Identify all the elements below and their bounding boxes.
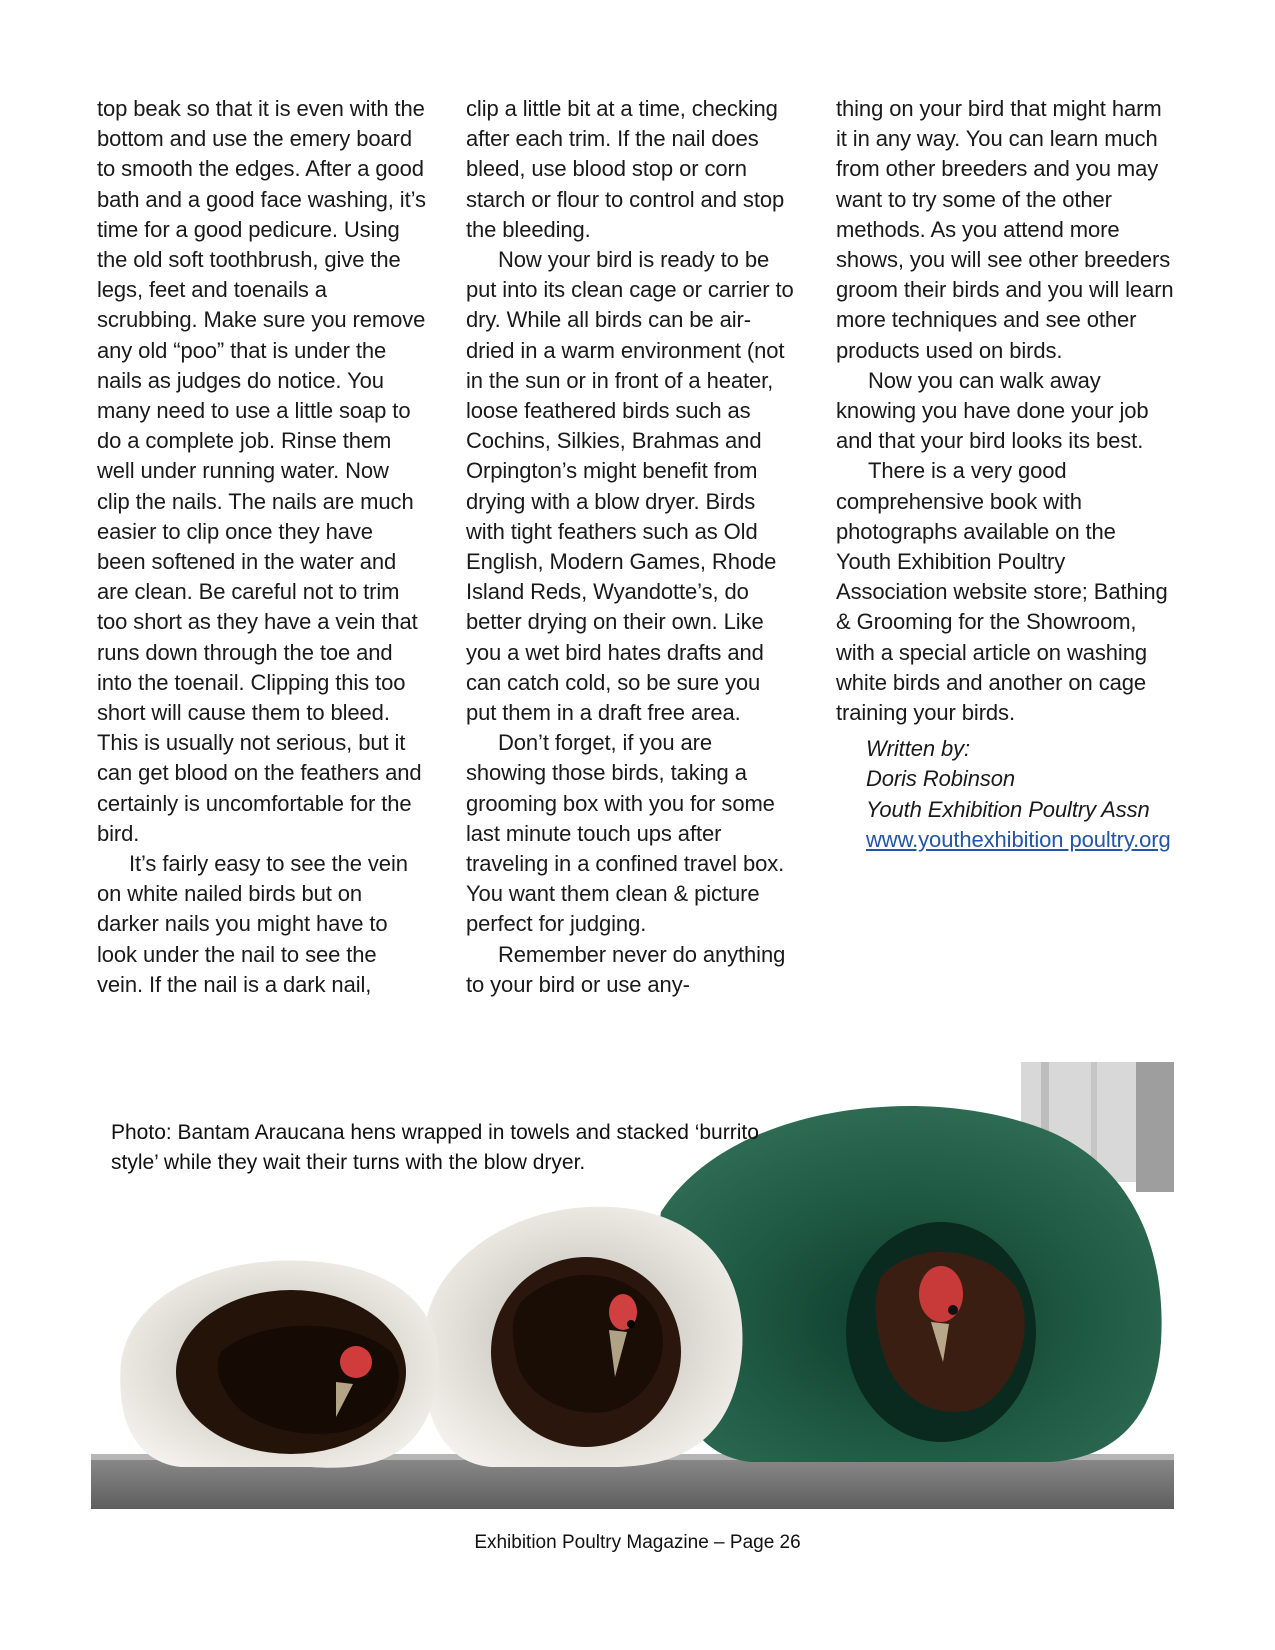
byline-written-by: Written by: [866,736,971,762]
paragraph: clip a little bit at a time, checking after each trim. If the nail does bleed, use blood stop or corn starch or flour to control and stop the bleeding. [466,96,785,242]
paragraph: Don’t forget, if you are showing those birds, taking a grooming box with you for some last minute touch ups after traveling in a confined travel box. You want them clean & picture perfect for judging. [466,730,785,937]
article-column-2 [466,94,796,1000]
paragraph: There is a very good comprehensive book with photographs available on the Youth Exhibition Poultry Association website store; Bathing & Grooming for the Showroom, with a special article on washing white birds and another on cage training your birds. [836,458,1168,726]
paragraph: Now your bird is ready to be put into its clean cage or carrier to dry. While all birds can be air-dried in a warm environment (not in the sun or in front of a heater, loose feathered birds such as Cochins, Silkies, Brahmas and Orpington’s might benefit from drying with a blow dryer. Birds with tight feathers such as Old English, Modern Games, Rhode Island Reds, Wyandotte’s, do better drying on their own. Like you a wet bird hates drafts and can catch cold, so be sure you put them in a draft free area. [466,247,794,726]
article-column-3 [836,94,1176,855]
page-footer: Exhibition Poultry Magazine – Page 26 [474,1532,801,1553]
byline-author: Doris Robinson [866,766,1016,792]
paragraph: top beak so that it is even with the bottom and use the emery board to smooth the edges. After a good bath and a good face washing, it’s time for a good pedicure. Using the old soft toothbrush, give the legs, feet and toenails a scrubbing. Make sure you remove any old “poo” that is under the nails as judges do notice. You many need to use a little soap to do a complete job. Rinse them well under running water. Now clip the nails. The nails are much easier to clip once they have been softened in the water and are clean. Be careful not to trim too short as they have a vein that runs down through the toe and into the toenail. Clipping this too short will cause them to bleed. This is usually not serious, but it can get blood on the feathers and certainly is uncomfortable for the bird. [97,96,426,846]
photo-caption: Photo: Bantam Araucana hens wrapped in towels and stacked ‘burrito style’ while they wait their turns with the blow dryer. [111,1121,759,1174]
byline-organization: Youth Exhibition Poultry Assn [866,796,1150,822]
byline [836,734,1176,825]
paragraph: Now you can walk away knowing you have done your job and that your bird looks its best. [836,367,1149,454]
paragraph: thing on your bird that might harm it in any way. You can learn much from other breeders and you may want to try some of the other methods. As you attend more shows, you will see other breeders groom their birds and you will learn more techniques and see other products used on birds. [836,96,1174,363]
website-link[interactable]: www.youthexhibition poultry.org [866,826,1171,852]
paragraph: Remember never do anything to your bird or use any- [466,941,786,997]
article-column-1 [97,94,427,1000]
paragraph: It’s fairly easy to see the vein on white nailed birds but on darker nails you might have to look under the nail to see the vein. If the nail is a dark nail, [97,851,408,997]
